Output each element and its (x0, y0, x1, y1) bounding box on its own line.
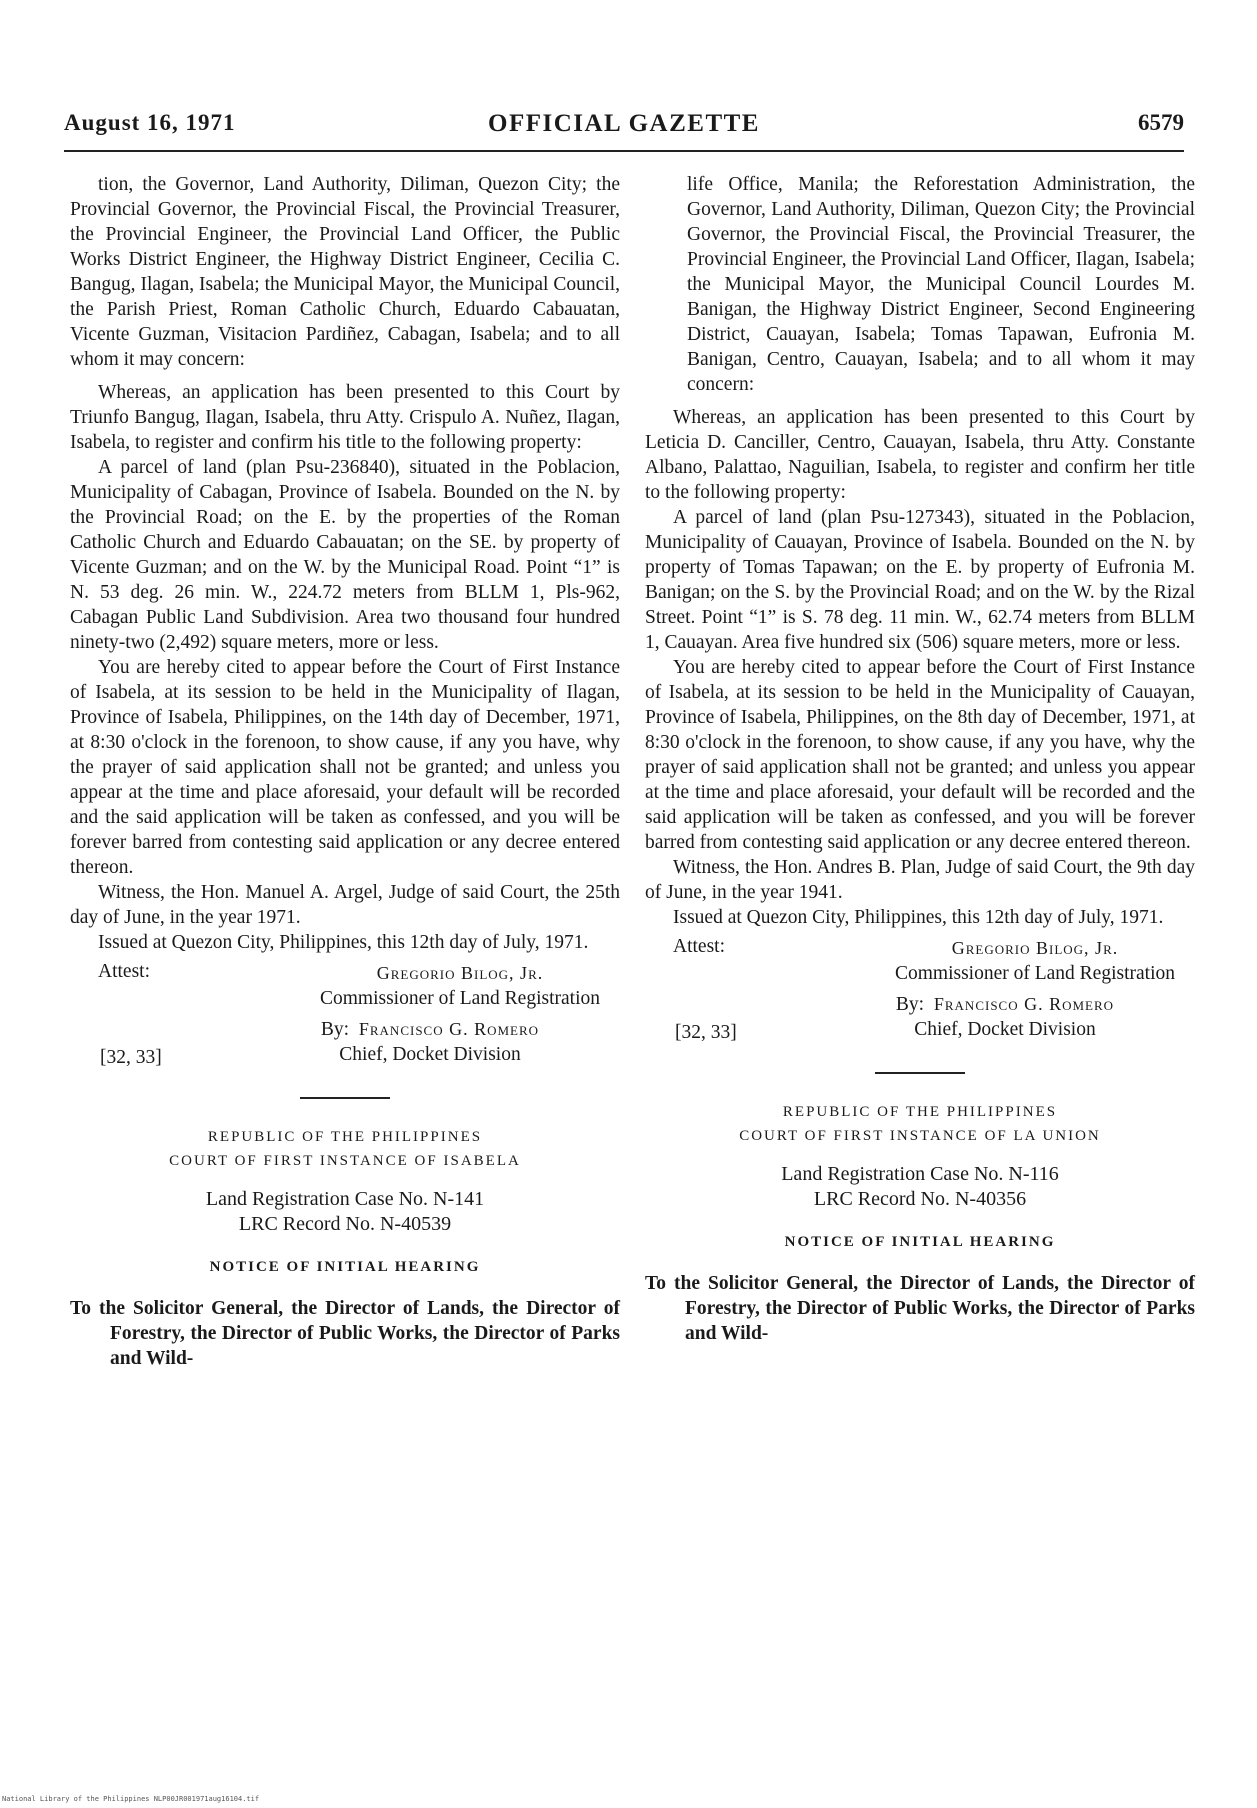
section-divider (875, 1072, 965, 1074)
right-whereas-paragraph: Whereas, an application has been presented to this Court by Leticia D. Canciller, Centro, Cauayan, Isabela, thru Atty. Constante Albano, Palattao, Naguilian, Isabela, to register and confirm her title to the following property: (645, 407, 1195, 503)
chief-signature (260, 1017, 600, 1067)
notice-heading: NOTICE OF INITIAL HEARING (784, 1234, 1056, 1250)
scan-footer: National Library of the Philippines NLP00JR001971aug16104.tif (2, 1795, 260, 1803)
case-number: Land Registration Case No. N-141 (205, 1188, 485, 1210)
chief-title: Chief, Docket Division (339, 1044, 521, 1065)
by-label: By: (320, 1019, 350, 1040)
left-column (70, 172, 620, 1371)
left-whereas-paragraph: Whereas, an application has been presented to this Court by Triunfo Bangug, Ilagan, Isabela, thru Atty. Crispulo A. Nuñez, Ilagan, Isabela, to register and confirm his title to the following property: (70, 382, 620, 453)
lrc-record-number: LRC Record No. N-40539 (238, 1213, 452, 1235)
chief-name: Francisco G. Romero (358, 1019, 540, 1039)
chief-signature (835, 992, 1175, 1042)
left-property-description: A parcel of land (plan Psu-236840), situated in the Poblacion, Municipality of Cabagan, Province of Isabela. Bounded on the N. by the Provincial Road; on the E. by the properties of the Roman Catholic Church and Eduardo Cabauatan; on the SE. by property of Vicente Guzman; and on the W. by the Municipal Road. Point “1” is N. 53 deg. 26 min. W., 224.72 meters from BLLM 1, Pls-962, Cabagan Public Land Subdivision. Area two thousand four hundred ninety-two (2,492) square meters, more or less. (70, 457, 620, 653)
left-addressee-continued: tion, the Governor, Land Authority, Diliman, Quezon City; the Provincial Governor, the Provincial Fiscal, the Provincial Treasurer, the Provincial Engineer, the Provincial Land Officer, the Public Works District Engineer, the Highway District Engineer, Cecilia C. Bangug, Ilagan, Isabela; the Municipal Mayor, the Municipal Council, the Parish Priest, Roman Catholic Church, Eduardo Cabauatan, Vicente Guzman, Visitacion Pardiñez, Cabagan, Isabela; and to all whom it may concern: (70, 174, 620, 370)
chief-name: Francisco G. Romero (933, 994, 1115, 1014)
commissioner-signature (300, 961, 620, 1011)
case-number: Land Registration Case No. N-116 (781, 1163, 1059, 1185)
commissioner-name: Gregorio Bilog, Jr. (951, 938, 1119, 958)
publication-title: OFFICIAL GAZETTE (488, 110, 760, 137)
by-label: By: (895, 994, 925, 1015)
section-divider (300, 1097, 390, 1099)
issue-code: [32, 33] (675, 1022, 737, 1043)
notice-addressee: To the Solicitor General, the Director of Lands, the Director of Forestry, the Director of Public Works, the Director of Parks and Wild- (70, 1298, 620, 1369)
header-rule (64, 150, 1184, 152)
commissioner-name: Gregorio Bilog, Jr. (376, 963, 544, 983)
commissioner-signature (875, 936, 1195, 986)
republic-heading: REPUBLIC OF THE PHILIPPINES (207, 1129, 483, 1145)
attest-label: Attest: (673, 936, 725, 957)
attest-label: Attest: (98, 961, 150, 982)
page-number: 6579 (1138, 110, 1184, 135)
court-heading: COURT OF FIRST INSTANCE OF LA UNION (739, 1128, 1101, 1144)
issue-date: August 16, 1971 (64, 110, 236, 135)
left-issued-paragraph: Issued at Quezon City, Philippines, this 12th day of July, 1971. (98, 932, 589, 953)
lrc-record-number: LRC Record No. N-40356 (813, 1188, 1027, 1210)
issue-code: [32, 33] (100, 1047, 162, 1068)
left-witness-paragraph: Witness, the Hon. Manuel A. Argel, Judge of said Court, the 25th day of June, in the year 1971. (70, 882, 620, 928)
notice-addressee: To the Solicitor General, the Director of Lands, the Director of Forestry, the Director of Public Works, the Director of Parks and Wild- (645, 1273, 1195, 1344)
page-header (64, 110, 1184, 146)
right-attestation-block (645, 934, 1195, 1046)
right-column (645, 172, 1195, 1346)
chief-title: Chief, Docket Division (914, 1019, 1096, 1040)
court-heading: COURT OF FIRST INSTANCE OF ISABELA (169, 1153, 521, 1169)
commissioner-title: Commissioner of Land Registration (894, 963, 1175, 984)
right-witness-paragraph: Witness, the Hon. Andres B. Plan, Judge of said Court, the 9th day of June, in the year 1941. (645, 857, 1195, 903)
republic-heading: REPUBLIC OF THE PHILIPPINES (782, 1104, 1058, 1120)
commissioner-title: Commissioner of Land Registration (319, 988, 600, 1009)
left-attestation-block (70, 959, 620, 1071)
right-addressee-continued: life Office, Manila; the Reforestation Administration, the Governor, Land Authority, Diliman, Quezon City; the Provincial Governor, the Provincial Fiscal, the Provincial Treasurer, the Provincial Engineer, the Provincial Land Officer, Ilagan, Isabela; the Municipal Mayor, the Municipal Council Lourdes M. Banigan, the Highway District Engineer, Second Engineering District, Cauayan, Isabela; Tomas Tapawan, Eufronia M. Banigan, Centro, Cauayan, Isabela; and to all whom it may concern: (687, 174, 1195, 395)
left-citation-paragraph: You are hereby cited to appear before the Court of First Instance of Isabela, at its session to be held in the Municipality of Ilagan, Province of Isabela, Philippines, on the 14th day of December, 1971, at 8:30 o'clock in the forenoon, to show cause, if any you have, why the prayer of said application shall not be granted; and unless you appear at the time and place aforesaid, your default will be recorded and the said application will be taken as confessed, and you will be forever barred from contesting said application or any decree entered thereon. (70, 657, 620, 878)
notice-heading: NOTICE OF INITIAL HEARING (209, 1259, 481, 1275)
right-citation-paragraph: You are hereby cited to appear before the Court of First Instance of Isabela, at its session to be held in the Municipality of Cauayan, Province of Isabela, Philippines, on the 8th day of December, 1971, at 8:30 o'clock in the forenoon, to show cause, if any you have, why the prayer of said application shall not be granted; and unless you appear at the time and place aforesaid, your default will be recorded and the said application will be taken as confessed, and you will be forever barred from contesting said application or any decree entered thereon. (645, 657, 1195, 853)
right-property-description: A parcel of land (plan Psu-127343), situated in the Poblacion, Municipality of Cauayan, Province of Isabela. Bounded on the N. by property of Tomas Tapawan; on the E. by property of Eufronia M. Banigan; on the S. by the Provincial Road; and on the W. by the Rizal Street. Point “1” is S. 78 deg. 11 min. W., 62.74 meters from BLLM 1, Cauayan. Area five hundred six (506) square meters, more or less. (645, 507, 1195, 653)
right-issued-paragraph: Issued at Quezon City, Philippines, this 12th day of July, 1971. (673, 907, 1164, 928)
